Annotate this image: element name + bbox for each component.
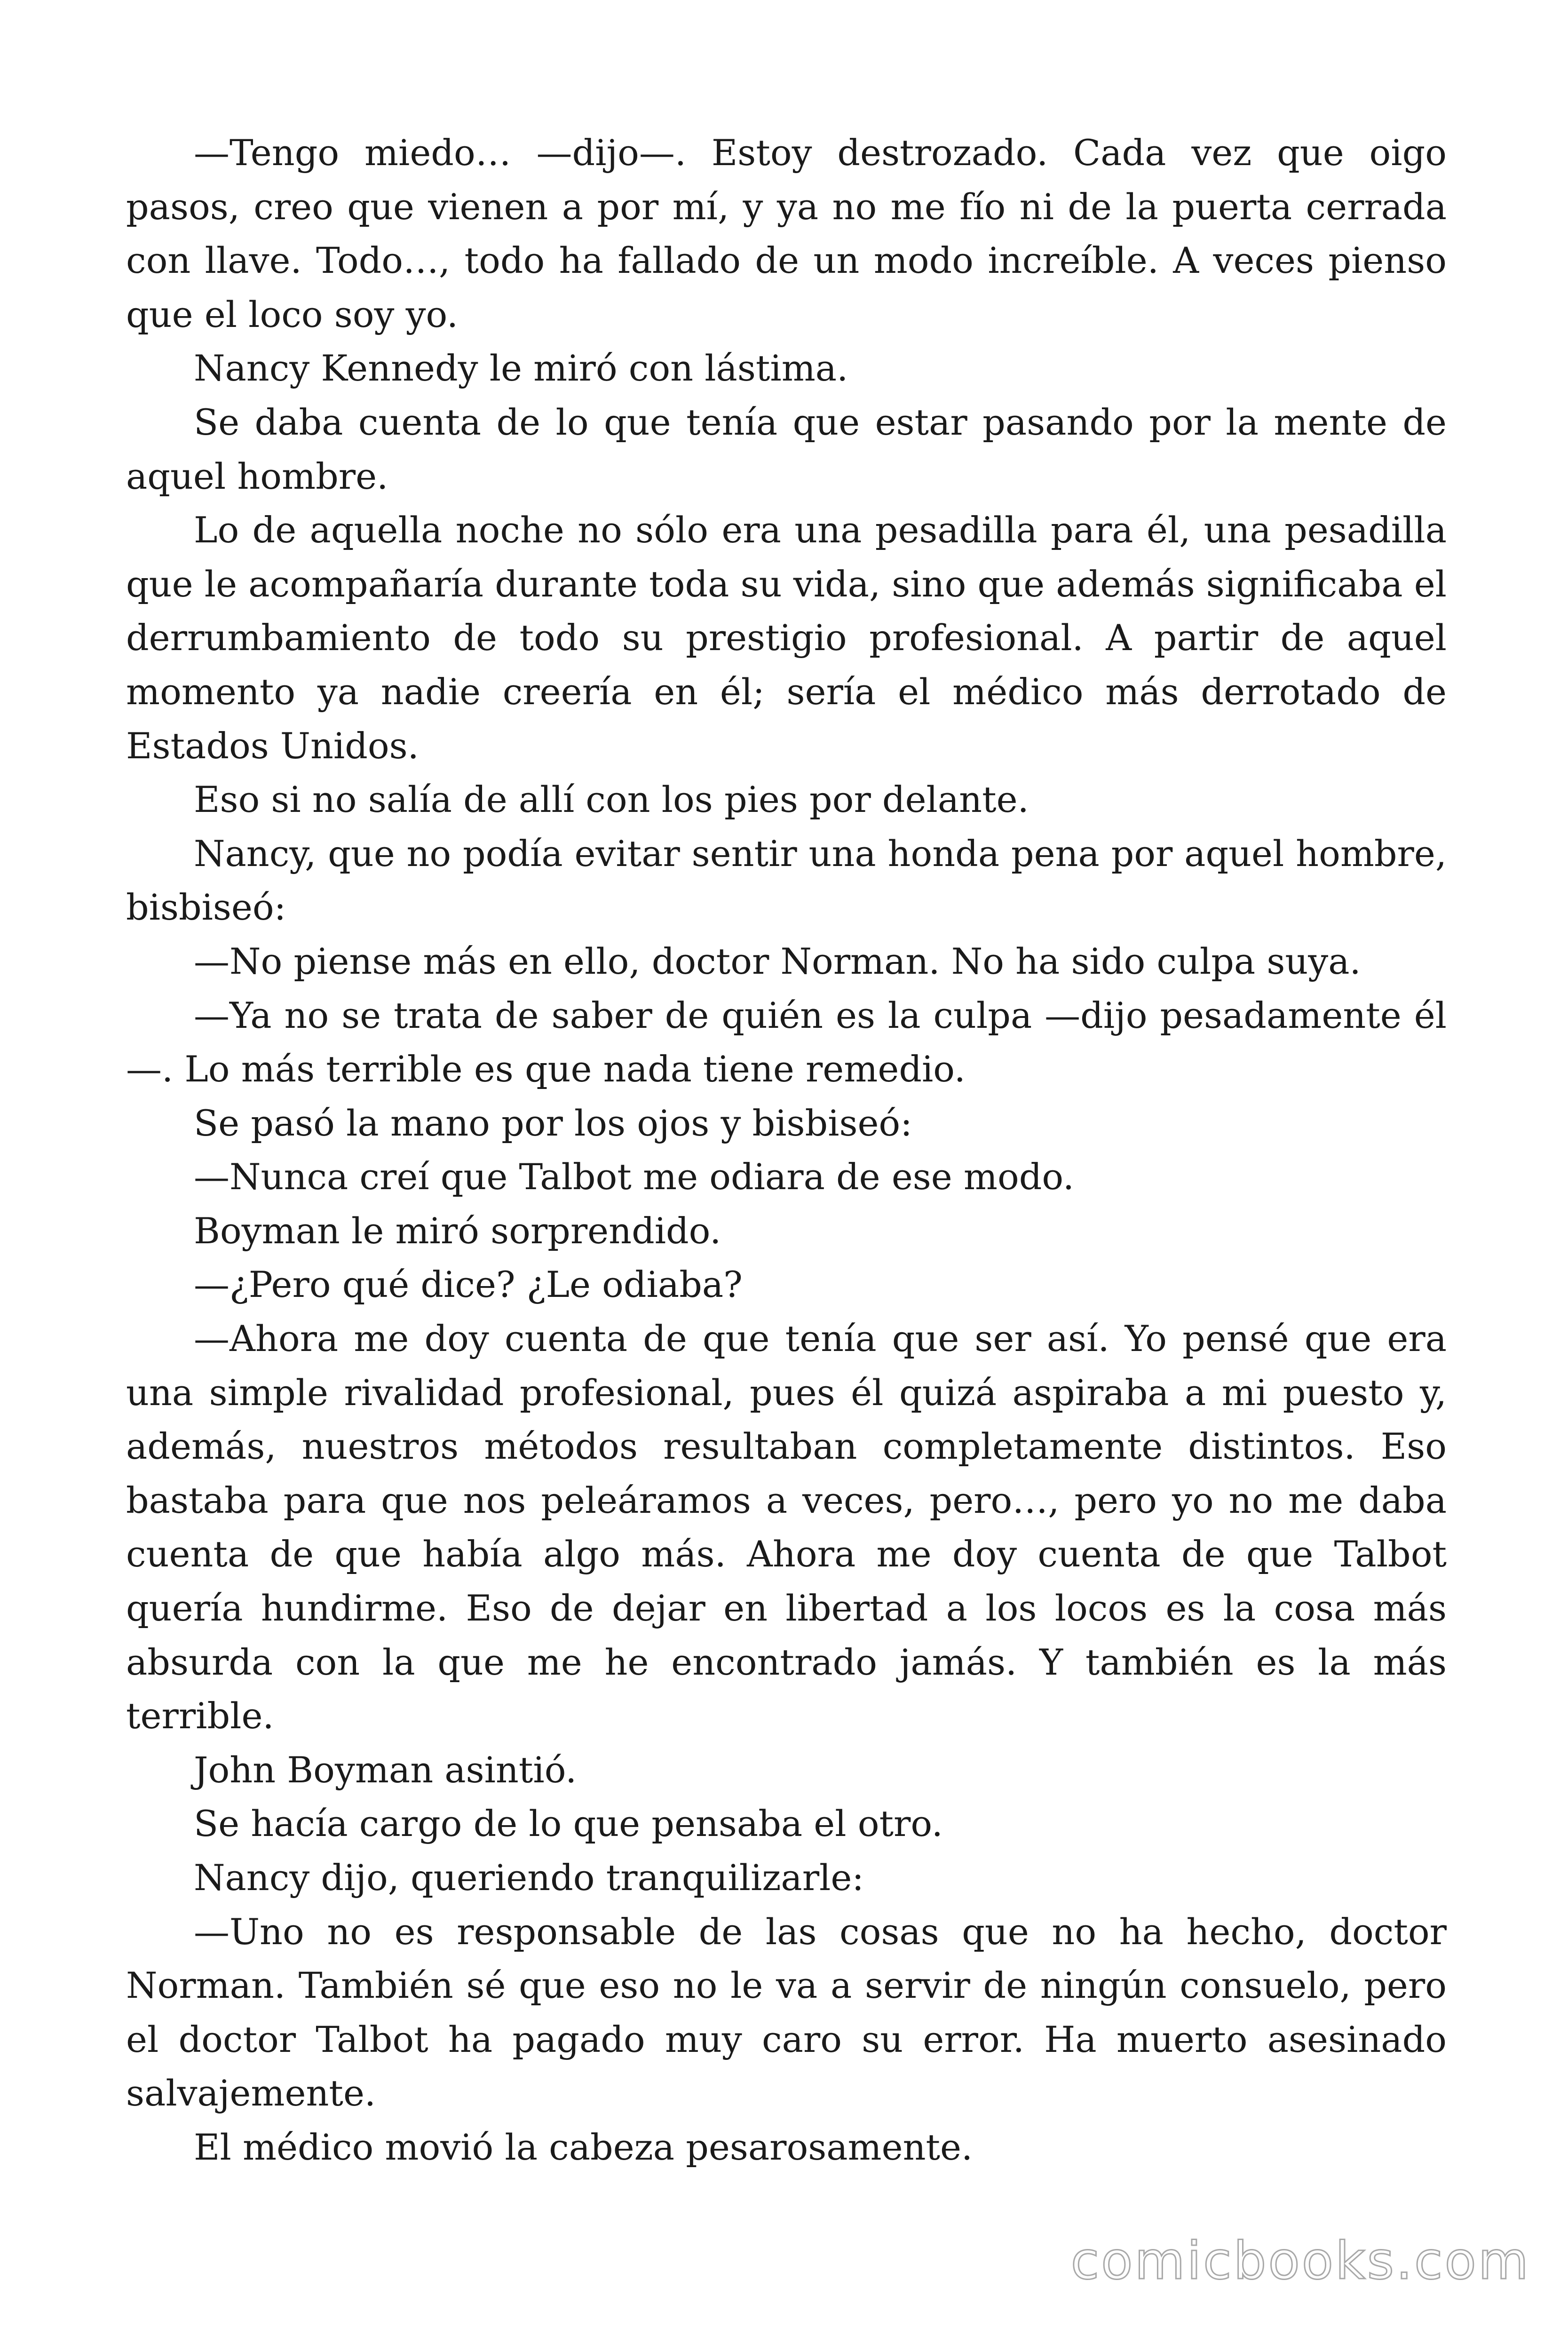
- paragraph: —¿Pero qué dice? ¿Le odiaba?: [194, 1263, 743, 1306]
- paragraph: —Uno no es responsable de las cosas que no ha hecho, doctor Norman. También sé que eso no le va a servir de ningún consuelo, pero el doctor Talbot ha pagado muy caro su error. Ha muerto asesinado salvajemente.: [126, 1910, 1447, 2114]
- paragraph: Lo de aquella noche no sólo era una pesadilla para él, una pesadilla que le acompañaría durante toda su vida, sino que además significaba el derrumbamiento de todo su prestigio profesional. A partir de aquel momento ya nadie creería en él; sería el médico más derrotado de Estados Unidos.: [126, 509, 1447, 767]
- paragraph: —Tengo miedo… —dijo—. Estoy destrozado. Cada vez que oigo pasos, creo que vienen a por mí, y ya no me fío ni de la puerta cerrada con llave. Todo…, todo ha fallado de un modo increíble. A veces pienso que el loco soy yo.: [126, 132, 1447, 335]
- paragraph: Nancy dijo, queriendo tranquilizarle:: [194, 1857, 864, 1899]
- paragraph: —No piense más en ello, doctor Norman. No ha sido culpa suya.: [194, 940, 1361, 982]
- paragraph: —Nunca creí que Talbot me odiara de ese modo.: [194, 1156, 1074, 1198]
- paragraph: Nancy Kennedy le miró con lástima.: [194, 347, 848, 389]
- paragraph: —Ahora me doy cuenta de que tenía que ser así. Yo pensé que era una simple rivalidad profesional, pues él quizá aspiraba a mi puesto y, además, nuestros métodos resultaban completamente distintos. Eso bastaba para que nos peleáramos a veces, pero…, pero yo no me daba cuenta de que había algo más. Ahora me doy cuenta de que Talbot quería hundirme. Eso de dejar en libertad a los locos es la cosa más absurda con la que me he encontrado jamás. Y también es la más terrible.: [126, 1318, 1447, 1737]
- paragraph: El médico movió la cabeza pesarosamente.: [194, 2126, 973, 2168]
- paragraph: —Ya no se trata de saber de quién es la culpa —dijo pesadamente él—. Lo más terrible es que nada tiene remedio.: [126, 994, 1447, 1090]
- paragraph: Boyman le miró sorprendido.: [194, 1209, 721, 1252]
- paragraph: Se hacía cargo de lo que pensaba el otro.: [194, 1803, 943, 1845]
- watermark: comicbooks.com: [1070, 2231, 1530, 2291]
- paragraph: Nancy, que no podía evitar sentir una honda pena por aquel hombre, bisbiseó:: [126, 832, 1447, 929]
- page-text: [126, 126, 1447, 2175]
- paragraph: Se daba cuenta de lo que tenía que estar pasando por la mente de aquel hombre.: [126, 401, 1447, 497]
- paragraph: John Boyman asintió.: [194, 1748, 577, 1791]
- paragraph: Se pasó la mano por los ojos y bisbiseó:: [194, 1102, 912, 1144]
- paragraph: Eso si no salía de allí con los pies por delante.: [194, 779, 1029, 821]
